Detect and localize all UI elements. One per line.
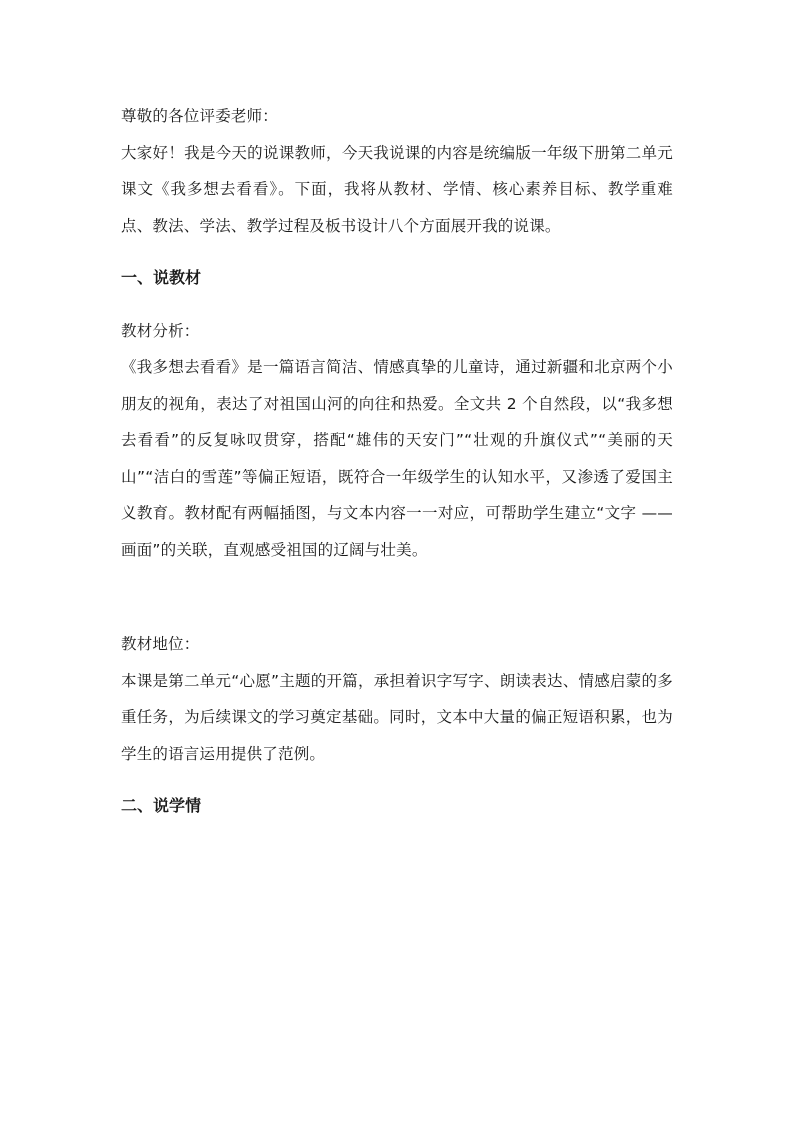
analysis-paragraph: 《我多想去看看》是一篇语言简洁、情感真挚的儿童诗，通过新疆和北京两个小朋友的视角，表达了对祖国山河的向往和热爱。全文共 2 个自然段，以“我多想去看看”的反复咏叹贯穿，搭配“雄伟的天安门”“壮观的升旗仪式”“美丽的天山”“洁白的雪莲”等偏正短语，既符合一年级学生的认知水平，又渗透了爱国主义教育。教材配有两幅插图，与文本内容一一对应，可帮助学生建立“文字 —— 画面”的关联，直观感受祖国的辽阔与壮美。 xyxy=(121,358,673,559)
intro-paragraph: 大家好！我是今天的说课教师，今天我说课的内容是统编版一年级下册第二单元课文《我多想去看看》。下面，我将从教材、学情、核心素养目标、教学重难点、教法、学法、教学过程及板书设计八个方面展开我的说课。 xyxy=(121,143,673,235)
section-heading-student-situation: 二、说学情 xyxy=(121,796,202,815)
section-heading-teaching-material: 一、说教材 xyxy=(121,268,202,287)
status-paragraph: 本课是第二单元“心愿”主题的开篇，承担着识字写字、朗读表达、情感启蒙的多重任务，为后续课文的学习奠定基础。同时，文本中大量的偏正短语积累，也为学生的语言运用提供了范例。 xyxy=(121,671,673,763)
status-label: 教材地位： xyxy=(121,635,200,653)
document-body xyxy=(121,98,673,841)
greeting: 尊敬的各位评委老师： xyxy=(121,107,279,125)
analysis-label: 教材分析： xyxy=(121,321,200,340)
